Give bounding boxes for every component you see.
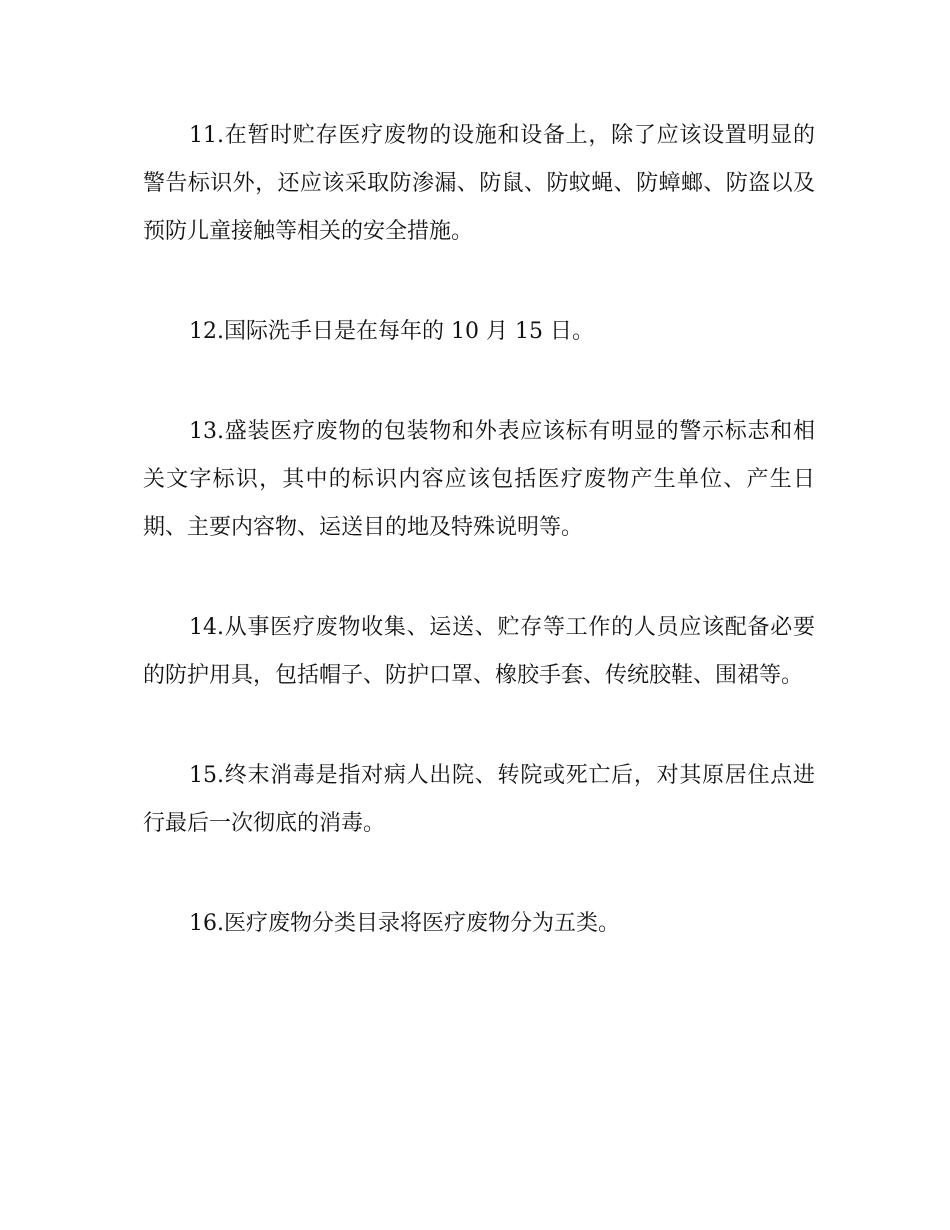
paragraph-11: 11.在暂时贮存医疗废物的设施和设备上，除了应该设置明显的警告标识外，还应该采取防渗漏、防鼠、防蚊蝇、防蟑螂、防盗以及预防儿童接触等相关的安全措施。 — [143, 123, 815, 244]
paragraph-14: 14.从事医疗废物收集、运送、贮存等工作的人员应该配备必要的防护用具，包括帽子、防护口罩、橡胶手套、传统胶鞋、围裙等。 — [143, 615, 815, 688]
document-body — [143, 112, 815, 948]
paragraph-15: 15.终末消毒是指对病人出院、转院或死亡后，对其原居住点进行最后一次彻底的消毒。 — [143, 763, 815, 836]
paragraph-12: 12.国际洗手日是在每年的 10 月 15 日。 — [189, 319, 594, 344]
paragraph-16: 16.医疗废物分类目录将医疗废物分为五类。 — [189, 911, 620, 936]
paragraph-13: 13.盛装医疗废物的包装物和外表应该标有明显的警示标志和相关文字标识，其中的标识内容应该包括医疗废物产生单位、产生日期、主要内容物、运送目的地及特殊说明等。 — [143, 419, 815, 540]
